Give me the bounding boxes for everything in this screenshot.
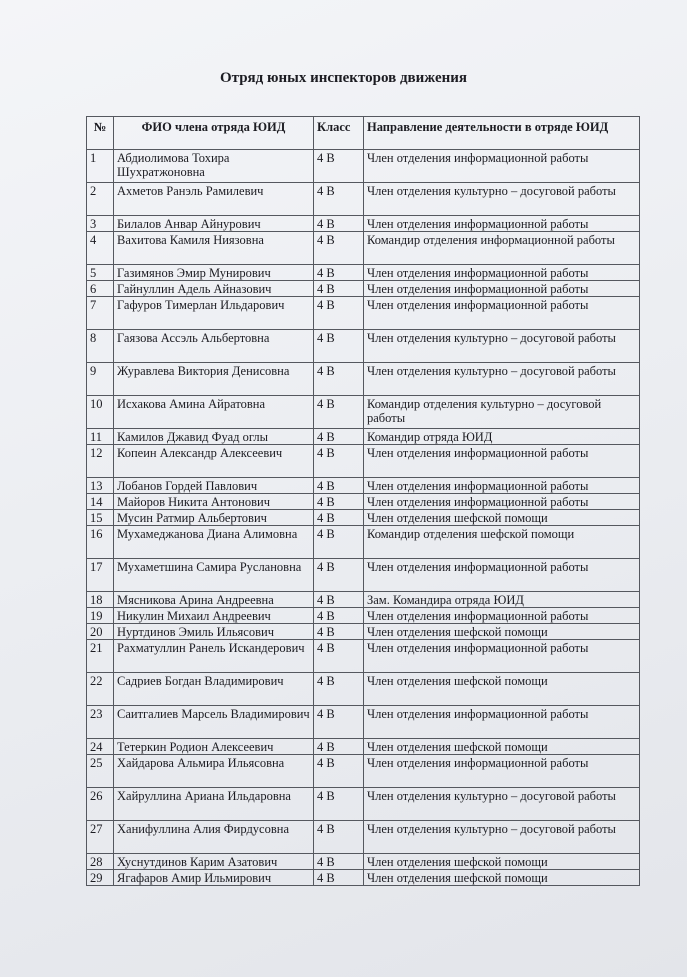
member-direction: Член отделения культурно – досуговой работы <box>364 788 640 821</box>
roster-body <box>87 150 640 886</box>
document-title: Отряд юных инспекторов движения <box>219 70 468 86</box>
member-direction: Член отделения информационной работы <box>364 445 640 478</box>
member-name: Хайруллина Ариана Ильдаровна <box>114 788 314 821</box>
table-row <box>87 216 640 232</box>
member-direction: Зам. Командира отряда ЮИД <box>364 592 640 608</box>
table-row <box>87 608 640 624</box>
row-number: 14 <box>87 494 114 510</box>
table-row <box>87 739 640 755</box>
member-name: Мясникова Арина Андреевна <box>114 592 314 608</box>
member-class: 4 В <box>314 265 364 281</box>
table-row <box>87 396 640 429</box>
table-row <box>87 429 640 445</box>
row-number: 10 <box>87 396 114 429</box>
member-class: 4 В <box>314 559 364 592</box>
member-class: 4 В <box>314 706 364 739</box>
member-class: 4 В <box>314 526 364 559</box>
table-row <box>87 706 640 739</box>
member-name: Хуснутдинов Карим Азатович <box>114 854 314 870</box>
header-number: № <box>87 117 114 150</box>
member-direction: Член отделения информационной работы <box>364 150 640 183</box>
row-number: 22 <box>87 673 114 706</box>
member-name: Мухамеджанова Диана Алимовна <box>114 526 314 559</box>
member-class: 4 В <box>314 478 364 494</box>
row-number: 4 <box>87 232 114 265</box>
member-class: 4 В <box>314 788 364 821</box>
member-name: Камилов Джавид Фуад оглы <box>114 429 314 445</box>
member-name: Билалов Анвар Айнурович <box>114 216 314 232</box>
member-direction: Член отделения культурно – досуговой работы <box>364 363 640 396</box>
member-name: Нуртдинов Эмиль Ильясович <box>114 624 314 640</box>
table-row <box>87 526 640 559</box>
row-number: 3 <box>87 216 114 232</box>
row-number: 2 <box>87 183 114 216</box>
member-class: 4 В <box>314 183 364 216</box>
table-row <box>87 150 640 183</box>
member-direction: Член отделения культурно – досуговой работы <box>364 821 640 854</box>
row-number: 7 <box>87 297 114 330</box>
member-class: 4 В <box>314 673 364 706</box>
member-direction: Член отделения шефской помощи <box>364 739 640 755</box>
member-direction: Член отделения шефской помощи <box>364 854 640 870</box>
header-class: Класс <box>314 117 364 150</box>
member-name: Мусин Ратмир Альбертович <box>114 510 314 526</box>
member-direction: Член отделения шефской помощи <box>364 510 640 526</box>
member-direction: Член отделения информационной работы <box>364 478 640 494</box>
table-row <box>87 232 640 265</box>
member-direction: Член отделения информационной работы <box>364 281 640 297</box>
table-row <box>87 755 640 788</box>
member-name: Гайнуллин Адель Айназович <box>114 281 314 297</box>
table-row <box>87 559 640 592</box>
row-number: 20 <box>87 624 114 640</box>
header-name: ФИО члена отряда ЮИД <box>114 117 314 150</box>
member-direction: Член отделения информационной работы <box>364 755 640 788</box>
member-class: 4 В <box>314 330 364 363</box>
table-row <box>87 821 640 854</box>
member-class: 4 В <box>314 755 364 788</box>
member-name: Ханифуллина Алия Фирдусовна <box>114 821 314 854</box>
member-class: 4 В <box>314 363 364 396</box>
row-number: 1 <box>87 150 114 183</box>
row-number: 25 <box>87 755 114 788</box>
member-class: 4 В <box>314 510 364 526</box>
table-row <box>87 673 640 706</box>
member-class: 4 В <box>314 297 364 330</box>
member-name: Ахметов Ранэль Рамилевич <box>114 183 314 216</box>
row-number: 11 <box>87 429 114 445</box>
member-class: 4 В <box>314 624 364 640</box>
member-name: Никулин Михаил Андреевич <box>114 608 314 624</box>
member-class: 4 В <box>314 445 364 478</box>
member-class: 4 В <box>314 821 364 854</box>
row-number: 15 <box>87 510 114 526</box>
member-name: Копеин Александр Алексеевич <box>114 445 314 478</box>
member-name: Тетеркин Родион Алексеевич <box>114 739 314 755</box>
table-row <box>87 330 640 363</box>
member-direction: Член отделения шефской помощи <box>364 624 640 640</box>
table-header-row <box>87 117 640 150</box>
row-number: 26 <box>87 788 114 821</box>
row-number: 29 <box>87 870 114 886</box>
table-row <box>87 445 640 478</box>
member-class: 4 В <box>314 494 364 510</box>
member-class: 4 В <box>314 281 364 297</box>
member-direction: Член отделения информационной работы <box>364 494 640 510</box>
header-direction: Направление деятельности в отряде ЮИД <box>364 117 640 150</box>
row-number: 17 <box>87 559 114 592</box>
table-row <box>87 624 640 640</box>
member-name: Гаязова Ассэль Альбертовна <box>114 330 314 363</box>
member-direction: Член отделения информационной работы <box>364 706 640 739</box>
member-class: 4 В <box>314 854 364 870</box>
member-name: Вахитова Камиля Ниязовна <box>114 232 314 265</box>
member-name: Ягафаров Амир Ильмирович <box>114 870 314 886</box>
row-number: 19 <box>87 608 114 624</box>
table-row <box>87 494 640 510</box>
member-class: 4 В <box>314 592 364 608</box>
row-number: 12 <box>87 445 114 478</box>
member-class: 4 В <box>314 216 364 232</box>
member-class: 4 В <box>314 429 364 445</box>
row-number: 5 <box>87 265 114 281</box>
member-name: Хайдарова Альмира Ильясовна <box>114 755 314 788</box>
member-class: 4 В <box>314 870 364 886</box>
member-direction: Командир отряда ЮИД <box>364 429 640 445</box>
member-name: Лобанов Гордей Павлович <box>114 478 314 494</box>
table-row <box>87 183 640 216</box>
member-direction: Член отделения культурно – досуговой работы <box>364 330 640 363</box>
member-direction: Командир отделения культурно – досуговой работы <box>364 396 640 429</box>
member-name: Газимянов Эмир Мунирович <box>114 265 314 281</box>
member-direction: Член отделения информационной работы <box>364 559 640 592</box>
table-row <box>87 592 640 608</box>
member-direction: Член отделения шефской помощи <box>364 673 640 706</box>
table-row <box>87 297 640 330</box>
member-name: Исхакова Амина Айратовна <box>114 396 314 429</box>
row-number: 8 <box>87 330 114 363</box>
member-direction: Член отделения шефской помощи <box>364 870 640 886</box>
table-row <box>87 854 640 870</box>
row-number: 27 <box>87 821 114 854</box>
row-number: 21 <box>87 640 114 673</box>
member-class: 4 В <box>314 640 364 673</box>
row-number: 23 <box>87 706 114 739</box>
member-direction: Член отделения информационной работы <box>364 297 640 330</box>
row-number: 28 <box>87 854 114 870</box>
member-name: Садриев Богдан Владимирович <box>114 673 314 706</box>
row-number: 18 <box>87 592 114 608</box>
table-row <box>87 363 640 396</box>
member-name: Рахматуллин Ранель Искандерович <box>114 640 314 673</box>
member-class: 4 В <box>314 150 364 183</box>
member-name: Мухаметшина Самира Руслановна <box>114 559 314 592</box>
member-class: 4 В <box>314 232 364 265</box>
member-direction: Командир отделения шефской помощи <box>364 526 640 559</box>
member-direction: Член отделения культурно – досуговой работы <box>364 183 640 216</box>
row-number: 13 <box>87 478 114 494</box>
member-direction: Член отделения информационной работы <box>364 265 640 281</box>
table-row <box>87 870 640 886</box>
member-name: Майоров Никита Антонович <box>114 494 314 510</box>
row-number: 16 <box>87 526 114 559</box>
row-number: 9 <box>87 363 114 396</box>
member-class: 4 В <box>314 608 364 624</box>
roster-table <box>86 116 640 886</box>
member-direction: Член отделения информационной работы <box>364 640 640 673</box>
table-row <box>87 265 640 281</box>
member-class: 4 В <box>314 739 364 755</box>
table-row <box>87 788 640 821</box>
table-row <box>87 281 640 297</box>
row-number: 24 <box>87 739 114 755</box>
member-name: Журавлева Виктория Денисовна <box>114 363 314 396</box>
table-row <box>87 510 640 526</box>
member-class: 4 В <box>314 396 364 429</box>
member-direction: Член отделения информационной работы <box>364 216 640 232</box>
member-direction: Командир отделения информационной работы <box>364 232 640 265</box>
member-name: Гафуров Тимерлан Ильдарович <box>114 297 314 330</box>
row-number: 6 <box>87 281 114 297</box>
member-name: Абдиолимова Тохира Шухратжоновна <box>114 150 314 183</box>
table-row <box>87 640 640 673</box>
member-name: Саитгалиев Марсель Владимирович <box>114 706 314 739</box>
member-direction: Член отделения информационной работы <box>364 608 640 624</box>
table-row <box>87 478 640 494</box>
